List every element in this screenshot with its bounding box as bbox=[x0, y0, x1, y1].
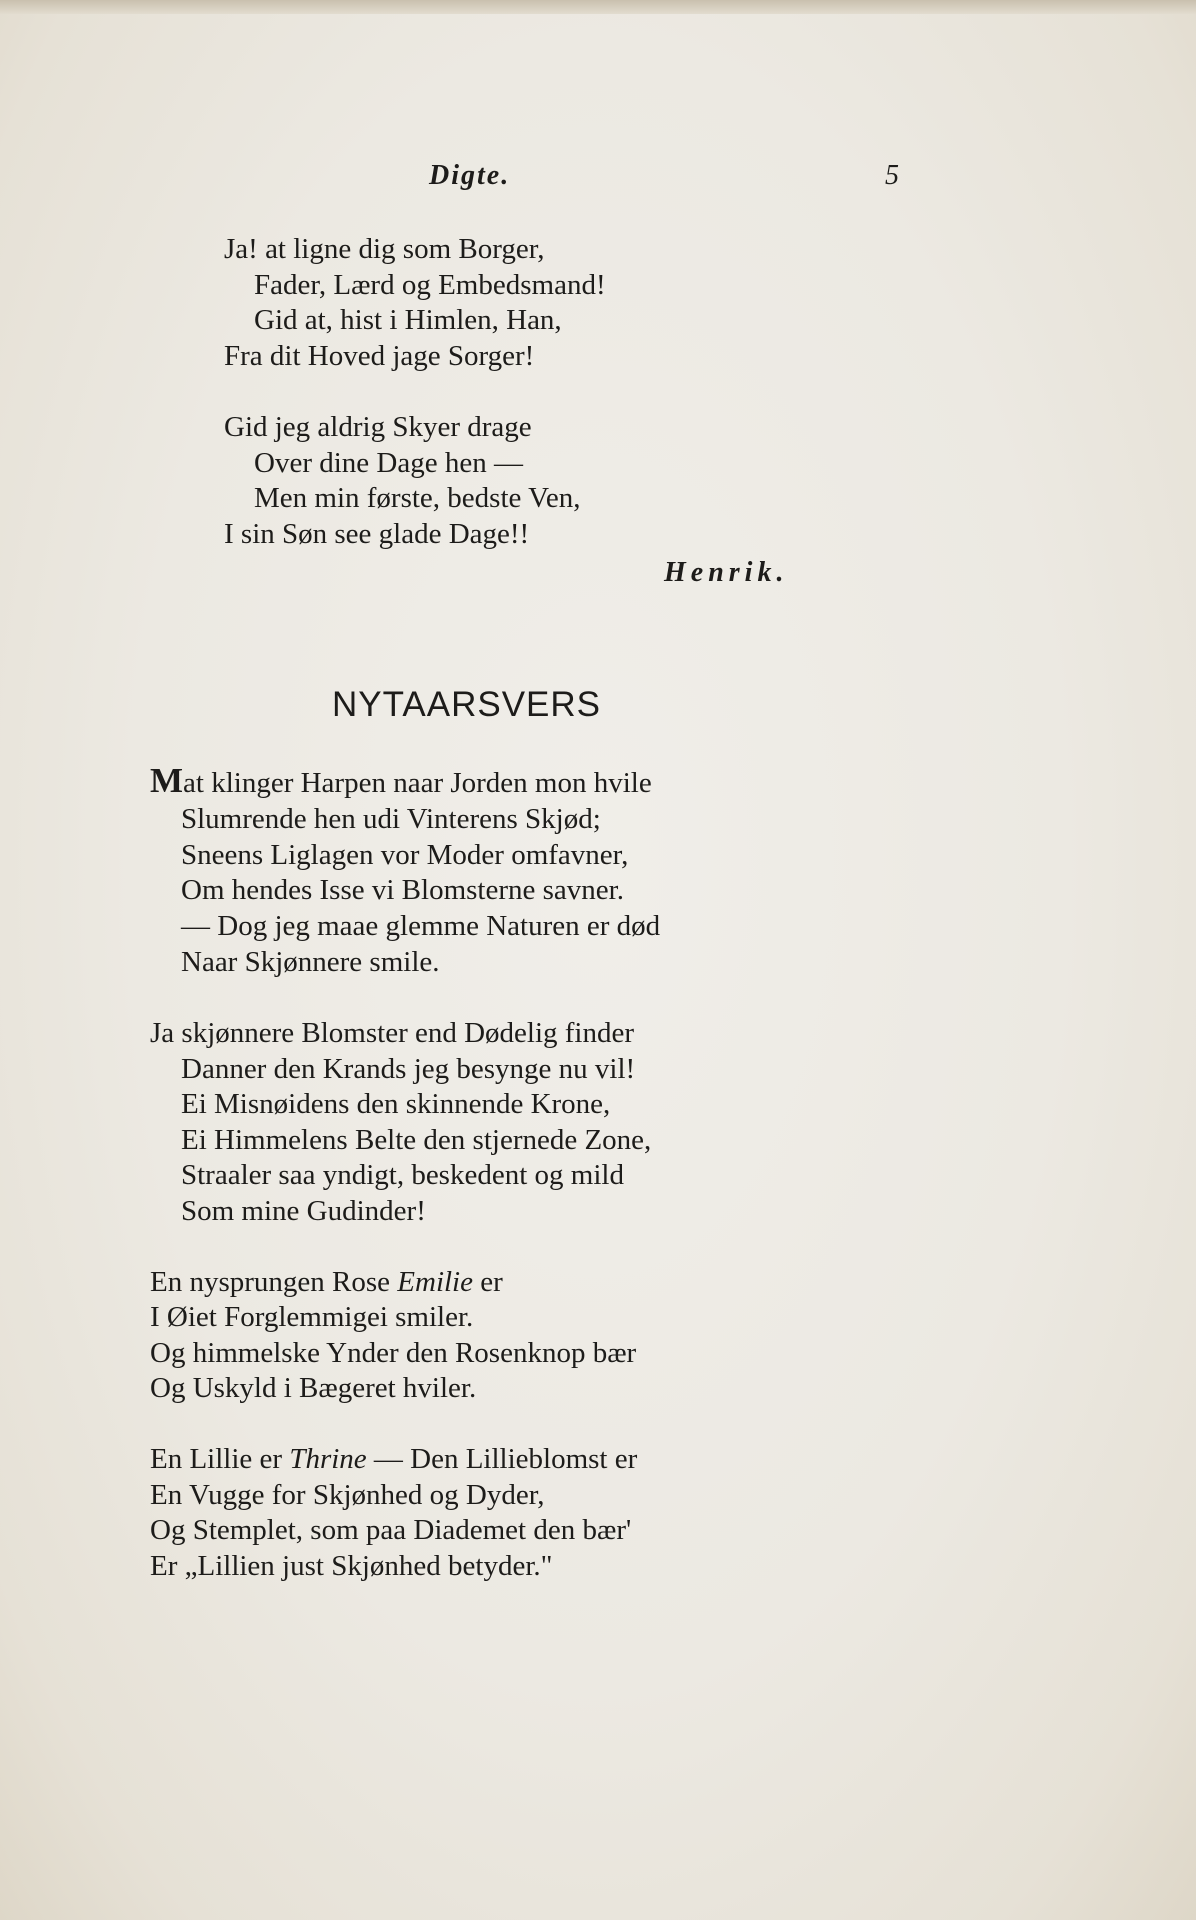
verse-line: Gid at, hist i Himlen, Han, bbox=[254, 304, 562, 336]
verse-line: Fra dit Hoved jage Sorger! bbox=[224, 340, 535, 372]
verse-line bbox=[150, 763, 652, 801]
verse-line: Og himmelske Ynder den Rosenknop bær bbox=[150, 1337, 637, 1369]
verse-line: — Dog jeg maae glemme Naturen er død bbox=[181, 910, 661, 942]
verse-line bbox=[150, 1441, 637, 1477]
verse-text: En Lillie er bbox=[150, 1443, 290, 1475]
verse-line: Straaler saa yndigt, beskedent og mild bbox=[181, 1159, 624, 1191]
signature: Henrik. bbox=[664, 557, 789, 588]
poem-title: NYTAARSVERS bbox=[332, 685, 602, 724]
verse-name: Thrine bbox=[289, 1443, 367, 1475]
verse-line: Sneens Liglagen vor Moder omfavner, bbox=[181, 839, 629, 871]
page-number: 5 bbox=[885, 160, 899, 191]
verse-line: Slumrende hen udi Vinterens Skjød; bbox=[181, 803, 601, 835]
verse-line: Ja skjønnere Blomster end Dødelig finder bbox=[150, 1017, 635, 1049]
verse-line: Er „Lillien just Skjønhed betyder." bbox=[150, 1550, 553, 1582]
verse-text: er bbox=[472, 1266, 503, 1298]
verse-line: I sin Søn see glade Dage!! bbox=[224, 518, 530, 550]
verse-line: Som mine Gudinder! bbox=[181, 1195, 426, 1227]
drop-cap: M bbox=[150, 761, 184, 800]
verse-line: Ei Himmelens Belte den stjernede Zone, bbox=[181, 1124, 652, 1156]
verse-text: — Den Lillieblomst er bbox=[366, 1443, 638, 1475]
verse-line: Ei Misnøidens den skinnende Krone, bbox=[181, 1088, 611, 1120]
verse-line: I Øiet Forglemmigei smiler. bbox=[150, 1301, 474, 1333]
verse-line bbox=[150, 1264, 503, 1300]
verse-line: Danner den Krands jeg besynge nu vil! bbox=[181, 1053, 636, 1085]
verse-line: Fader, Lærd og Embedsmand! bbox=[254, 269, 606, 301]
verse-text: at klinger Harpen naar Jorden mon hvile bbox=[183, 767, 652, 799]
verse-line: Ja! at ligne dig som Borger, bbox=[224, 233, 545, 265]
verse-line: Og Stemplet, som paa Diademet den bær' bbox=[150, 1514, 632, 1546]
verse-name: Emilie bbox=[397, 1266, 473, 1298]
running-head: Digte. bbox=[429, 160, 511, 191]
verse-line: Og Uskyld i Bægeret hviler. bbox=[150, 1372, 477, 1404]
verse-text: En nysprungen Rose bbox=[150, 1266, 398, 1298]
verse-line: Over dine Dage hen — bbox=[254, 447, 523, 479]
verse-line: Naar Skjønnere smile. bbox=[181, 946, 440, 978]
page-top-edge bbox=[0, 0, 1196, 14]
verse-line: Gid jeg aldrig Skyer drage bbox=[224, 411, 532, 443]
verse-line: En Vugge for Skjønhed og Dyder, bbox=[150, 1479, 545, 1511]
verse-line: Men min første, bedste Ven, bbox=[254, 482, 581, 514]
verse-line: Om hendes Isse vi Blomsterne savner. bbox=[181, 874, 624, 906]
